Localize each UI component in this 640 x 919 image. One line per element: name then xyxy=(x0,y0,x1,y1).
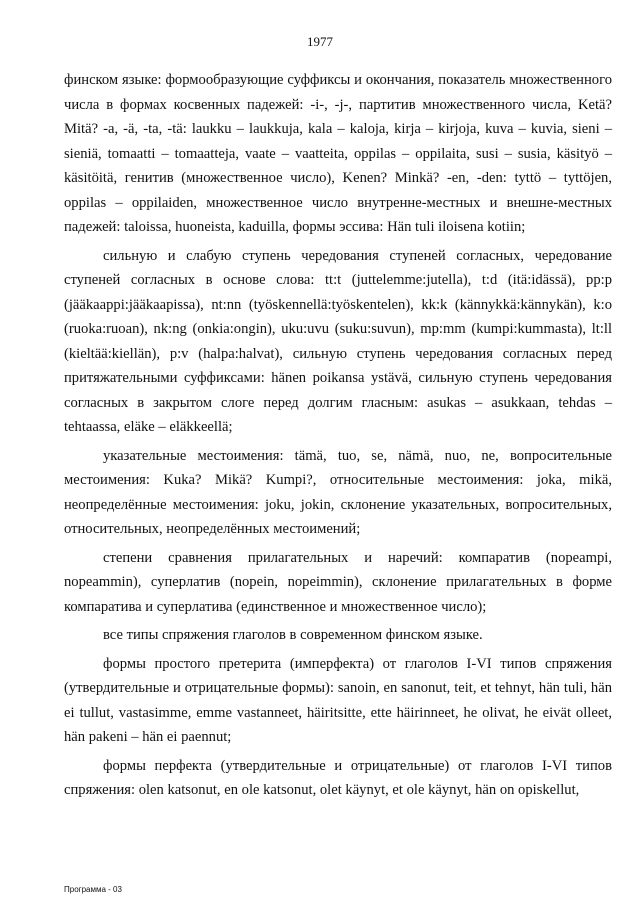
page-number: 1977 xyxy=(307,34,333,49)
paragraph-conjugation: все типы спряжения глаголов в современном финском языке. xyxy=(103,627,483,643)
paragraph-consonant-gradation: сильную и слабую ступень чередования ступеней согласных, чередование ступеней согласных в основе слова: tt:t (juttelemme:jutella), t:d (itä:idässä), pp:p (jääkaappi:jääkaapissa), nt:nn (työskennellä:työskentelen), kk:k (kännykkä:kännykän), k:o (ruoka:ruoan), nk:ng (onkia:ongin), uku:uvu (suku:suvun), mp:mm (kumpi:kummasta), lt:ll (kieltää:kiellän), p:v (halpa:halvat), сильную ступень чередования согласных перед притяжательными суффиксами: hänen poikansa ystävä, сильную ступень чередования согласных в закрытом слоге перед долгим гласным: asukas – asukkaan, tehdas – tehtaassa, eläke – eläkkeellä; xyxy=(64,247,612,435)
paragraph-imperfect: формы простого претерита (имперфекта) от глаголов I-VI типов спряжения (утвердительные и отрицательные формы): sanoin, en sanonut, teit, et tehnyt, hän tuli, hän ei tullut, vastasimme, emme vastanneet, häiritsitte, ette häirinneet, he olivat, he eivät olleet, hän pakeni – hän ei paennut; xyxy=(64,655,612,745)
document-body xyxy=(64,68,612,807)
paragraph-cases: финском языке: формообразующие суффиксы и окончания, показатель множественного числа в формах косвенных падежей: -i-, -j-, партитив множественного числа, Ketä? Mitä? -a, -ä, -ta, -tä: laukku – laukkuja, kala – kaloja, kirja – kirjoja, kuva – kuvia, sieni – sieniä, tomaatti – tomaatteja, vaate – vaatteita, oppilas – oppilaita, susi – susia, käsityö – käsitöitä, генитив (множественное число), Kenen? Minkä? -en, -den: tyttö – tyttöjen, oppilas – oppilaiden, множественное число внутренне-местных и внешне-местных падежей: taloissa, huoneista, kaduilla, формы эссива: Hän tuli iloisena kotiin; xyxy=(64,72,612,235)
footer-label: Программа - 03 xyxy=(64,885,122,894)
paragraph-pronouns: указательные местоимения: tämä, tuo, se, nämä, nuo, ne, вопросительные местоимения: Kuka? Mikä? Kumpi?, относительные местоимения: joka, mikä, неопределённые местоимения: joku, jokin, склонение указательных, вопросительных, относительных, неопределённых местоимений; xyxy=(64,447,612,537)
paragraph-comparison: степени сравнения прилагательных и наречий: компаратив (nopeampi, nopeammin), суперлатив (nopein, nopeimmin), склонение прилагательных в форме компаратива и суперлатива (единственное и множественное число); xyxy=(64,549,612,615)
paragraph-perfect: формы перфекта (утвердительные и отрицательные) от глаголов I-VI типов спряжения: olen katsonut, en ole katsonut, olet käynyt, et ole käynyt, hän on opiskellut, xyxy=(64,757,612,798)
